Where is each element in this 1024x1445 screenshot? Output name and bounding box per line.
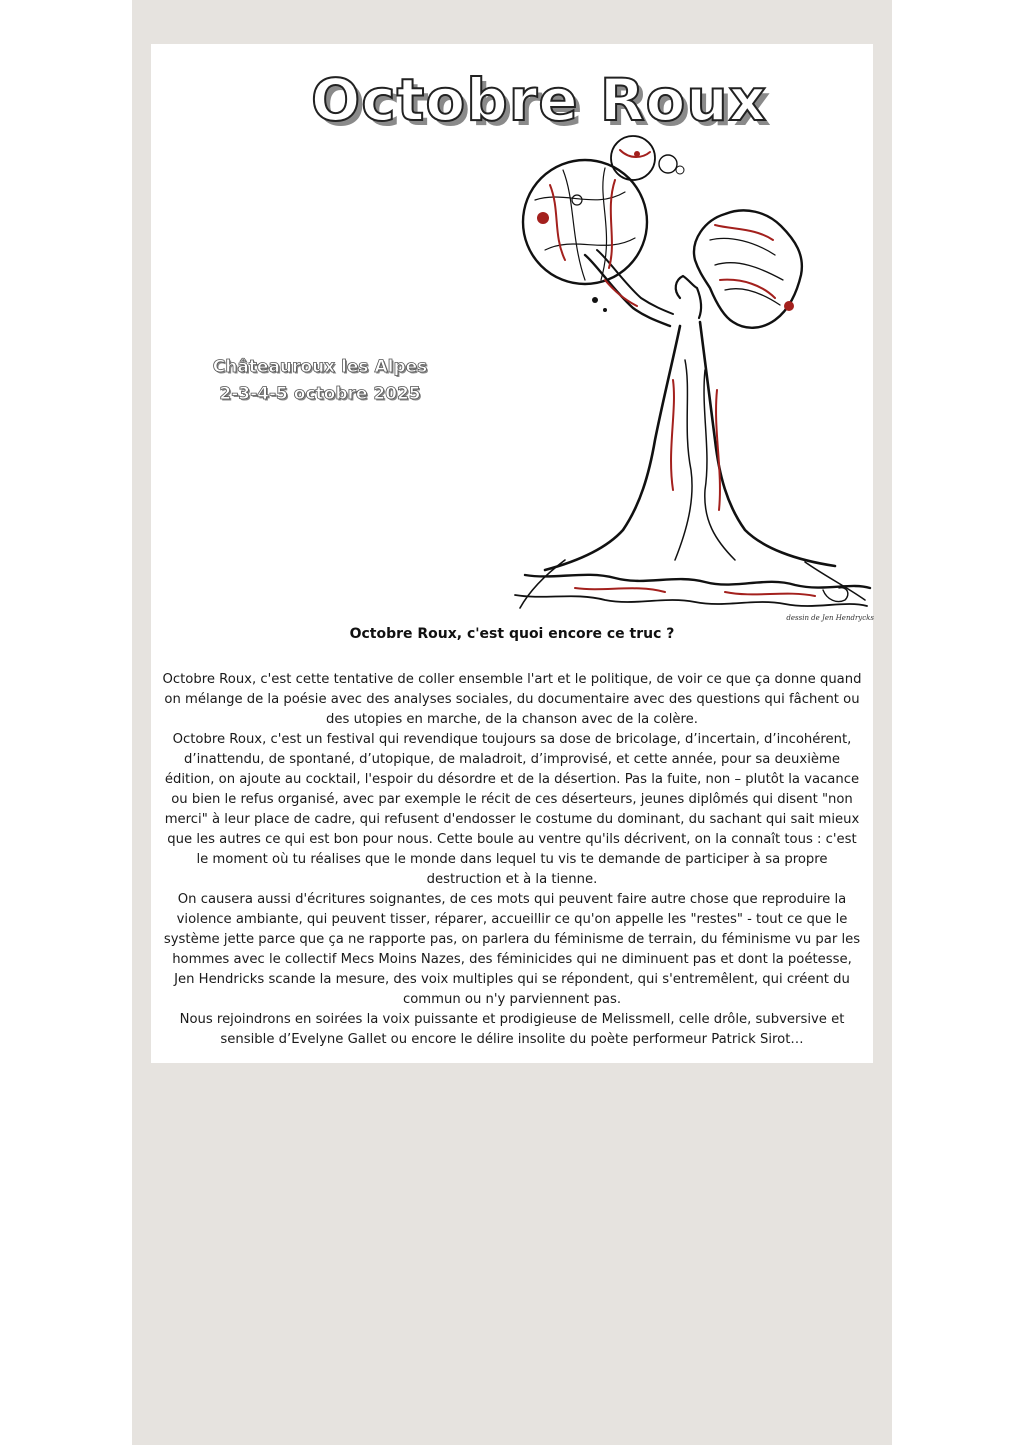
location-text: Châteauroux les Alpes [212, 357, 428, 377]
poster-title: Octobre Roux [310, 66, 768, 134]
body-text [162, 670, 862, 1050]
paragraph: Octobre Roux, c'est un festival qui revendique toujours sa dose de bricolage, d’incertain, d’incohérent, d’inattendu, de spontané, d’utopique, de maladroit, d’improvisé, et cette année, pour sa deuxième édition, on ajoute au cocktail, l'espoir du désordre et de la désertion. Pas la fuite, non – plutôt la vacance ou bien le refus organisé, avec par exemple le récit de ces déserteurs, jeunes diplômés qui disent "non merci" à leur place de cadre, qui refusent d'endosser le costume du dominant, du sachant qui sait mieux que les autres ce qui est bon pour nous. Cette boule au ventre qu'ils décrivent, on la connaît tous : c'est le moment où tu réalises que le monde dans lequel tu vis te demande de participer à sa propre destruction et à la tienne. [164, 732, 860, 887]
paragraph: Nous rejoindrons en soirées la voix puissante et prodigieuse de Melissmell, celle drôle, subversive et sensible d’Evelyne Gallet ou encore le délire insolite du poète performeur Patrick Sirot… [179, 1012, 845, 1047]
paragraph: On causera aussi d'écritures soignantes, de ces mots qui peuvent faire autre chose que reproduire la violence ambiante, qui peuvent tisser, réparer, accueillir ce qu'on appelle les "restes" - tout ce que le système jette parce que ça ne rapporte pas, on parlera du féminisme de terrain, du féminisme vu par les hommes avec le collectif Mecs Moins Nazes, des féminicides qui ne diminuent pas et dont la poétesse, Jen Hendricks scande la mesure, des voix multiples qui se répondent, qui s'entremêlent, qui créent du commun ou n'y parviennent pas. [163, 892, 861, 1007]
section-heading: Octobre Roux, c'est quoi encore ce truc ? [349, 626, 675, 642]
illustration-credit: dessin de Jen Hendrycks [786, 614, 874, 622]
dates-text: 2-3-4-5 octobre 2025 [219, 384, 421, 404]
paragraph: Octobre Roux, c'est cette tentative de coller ensemble l'art et le politique, de voir ce que ça donne quand on mélange de la poésie avec des analyses sociales, du documentaire avec des questions qui fâchent ou des utopies en marche, de la chanson avec de la colère. [162, 672, 862, 727]
tree-woman-moon-illustration-icon [505, 130, 875, 615]
